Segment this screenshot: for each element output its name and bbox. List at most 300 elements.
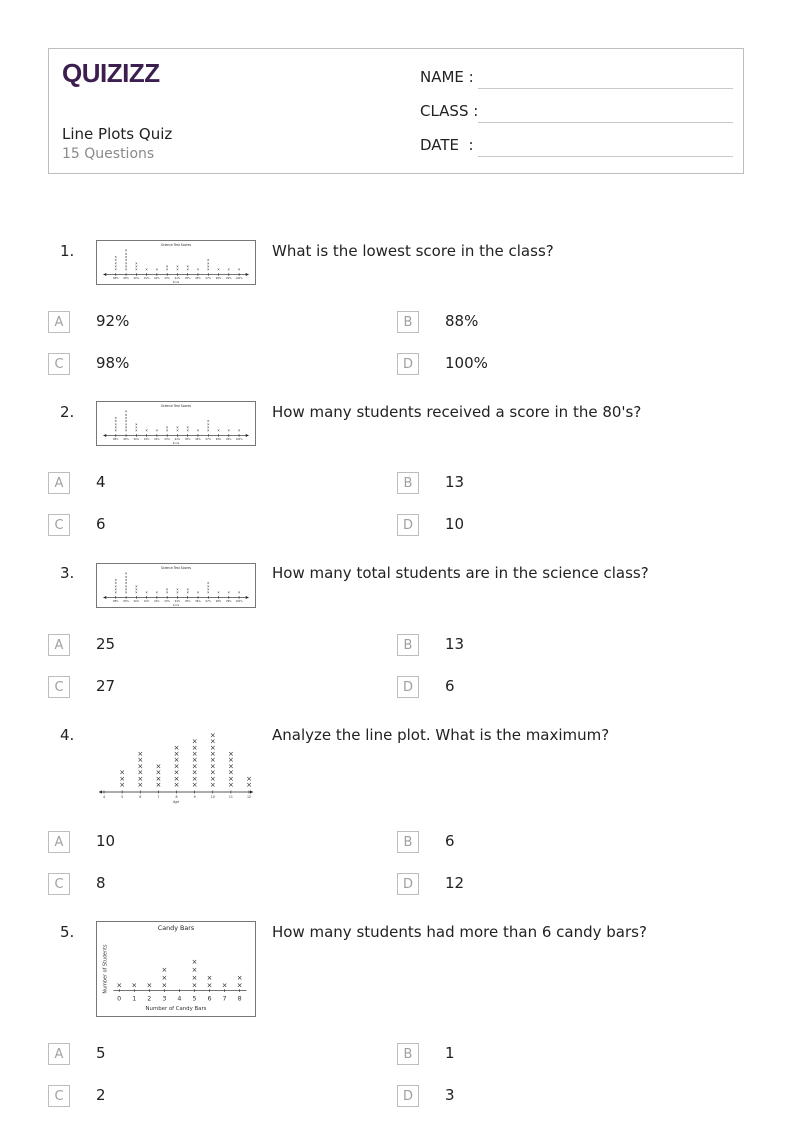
data-mark-x: × — [161, 973, 168, 982]
axis-arrow-left — [103, 273, 106, 276]
data-mark-x: × — [227, 756, 234, 765]
data-mark-x: × — [134, 590, 138, 595]
option-value: 27 — [96, 677, 116, 695]
data-mark-x: × — [191, 774, 198, 783]
option-value: 6 — [96, 515, 106, 533]
data-mark-x: × — [134, 264, 138, 269]
x-axis-label: Age — [172, 800, 180, 804]
option-letter: C — [48, 1085, 70, 1107]
data-mark-x: × — [209, 762, 216, 771]
tick-label: 93% — [164, 600, 170, 604]
data-mark-x: × — [186, 587, 190, 592]
data-mark-x: × — [114, 428, 118, 433]
axis-arrow-right — [246, 273, 249, 276]
option-value: 13 — [445, 473, 465, 491]
data-mark-x: × — [124, 425, 128, 430]
data-mark-x: × — [206, 428, 210, 433]
data-mark-x: × — [206, 267, 210, 272]
tick-label: 95% — [184, 277, 191, 281]
data-mark-x: × — [161, 965, 168, 974]
tick-label: 98% — [215, 600, 222, 604]
tick-label: 0 — [117, 995, 122, 1003]
option-d[interactable] — [397, 873, 697, 897]
data-mark-x: × — [227, 774, 234, 783]
data-mark-x: × — [217, 267, 220, 272]
data-mark-x: × — [114, 587, 118, 592]
data-mark-x: × — [176, 425, 179, 430]
axis-arrow-right — [246, 596, 249, 599]
option-value: 6 — [445, 832, 455, 850]
tick-label: 5 — [121, 795, 124, 799]
data-mark-x: × — [134, 261, 138, 266]
tick-label: 99% — [226, 277, 232, 281]
tick-label: 1 — [132, 995, 137, 1003]
score-line-plot-2 — [96, 401, 256, 446]
quizizz-logo: QUIZIZZ — [62, 58, 160, 88]
tick-label: 90% — [133, 277, 140, 281]
date-label: DATE : — [420, 136, 474, 154]
tick-label: 100% — [235, 277, 243, 281]
data-mark-x: × — [134, 587, 138, 592]
chart-title: Science Test Scores — [161, 242, 191, 247]
data-mark-x: × — [155, 267, 159, 272]
data-mark-x: × — [227, 750, 234, 758]
tick-label: 7 — [222, 995, 227, 1003]
option-b[interactable] — [397, 831, 697, 855]
data-mark-x: × — [165, 590, 169, 595]
data-mark-x: × — [124, 422, 128, 427]
tick-label: 98% — [215, 277, 222, 281]
data-mark-x: × — [217, 590, 220, 595]
data-mark-x: × — [227, 428, 231, 433]
option-d[interactable] — [397, 353, 697, 377]
data-mark-x: × — [165, 425, 169, 430]
data-mark-x: × — [206, 587, 210, 592]
question-text: Analyze the line plot. What is the maximum? — [272, 726, 610, 744]
tick-label: 92% — [154, 277, 160, 281]
tick-label: 93% — [164, 438, 170, 442]
data-mark-x: × — [155, 590, 159, 595]
data-mark-x: × — [124, 255, 128, 260]
option-c[interactable] — [48, 1085, 348, 1109]
data-mark-x: × — [191, 981, 198, 990]
tick-label: 100% — [235, 438, 243, 442]
question-number: 5. — [60, 923, 75, 941]
tick-label: 90% — [133, 600, 140, 604]
tick-label: 96% — [195, 438, 201, 442]
data-mark-x: × — [196, 428, 200, 433]
option-value: 88% — [445, 312, 479, 330]
data-mark-x: × — [155, 768, 162, 777]
data-mark-x: × — [191, 737, 198, 746]
option-letter: B — [397, 472, 419, 494]
data-mark-x: × — [114, 425, 118, 430]
data-mark-x: × — [137, 756, 144, 765]
option-value: 25 — [96, 635, 116, 653]
tick-label: 11 — [228, 795, 233, 799]
data-mark-x: × — [145, 428, 148, 433]
data-mark-x: × — [137, 768, 144, 777]
data-mark-x: × — [173, 768, 180, 777]
data-mark-x: × — [206, 264, 210, 269]
data-mark-x: × — [173, 750, 180, 758]
data-mark-x: × — [134, 425, 138, 430]
tick-label: 94% — [174, 277, 181, 281]
data-mark-x: × — [134, 422, 138, 427]
data-mark-x: × — [124, 578, 128, 583]
tick-label: 6 — [207, 995, 212, 1003]
data-mark-x: × — [237, 590, 241, 595]
axis-arrow-left — [99, 790, 102, 793]
tick-label: 91% — [143, 600, 150, 604]
data-mark-x: × — [191, 973, 198, 982]
tick-label: 4 — [102, 795, 106, 799]
option-value: 10 — [445, 515, 465, 533]
data-mark-x: × — [124, 571, 128, 576]
data-mark-x: × — [114, 581, 118, 586]
option-a[interactable] — [48, 311, 348, 335]
tick-label: 8 — [237, 995, 242, 1003]
name-label: NAME : — [420, 68, 474, 86]
option-value: 5 — [96, 1044, 106, 1062]
option-letter: C — [48, 353, 70, 375]
data-mark-x: × — [114, 267, 118, 272]
data-mark-x: × — [209, 756, 216, 765]
option-letter: A — [48, 472, 70, 494]
data-mark-x: × — [137, 781, 144, 789]
tick-label: 99% — [226, 438, 232, 442]
option-b[interactable] — [397, 311, 697, 335]
option-d[interactable] — [397, 676, 697, 700]
worksheet-header — [48, 48, 744, 174]
data-mark-x: × — [124, 248, 128, 253]
data-mark-x: × — [145, 267, 148, 272]
data-mark-x: × — [165, 587, 169, 592]
x-axis-label: Score — [172, 281, 180, 285]
tick-label: 93% — [164, 277, 170, 281]
data-mark-x: × — [206, 258, 210, 263]
tick-label: 7 — [157, 795, 160, 799]
tick-label: 97% — [205, 438, 211, 442]
data-mark-x: × — [176, 587, 179, 592]
data-mark-x: × — [137, 750, 144, 758]
data-mark-x: × — [119, 768, 126, 777]
class-line — [478, 122, 733, 123]
data-mark-x: × — [114, 416, 118, 421]
candy-bars-line-plot — [96, 921, 256, 1017]
data-mark-x: × — [173, 743, 180, 752]
data-mark-x: × — [237, 428, 241, 433]
data-mark-x: × — [114, 261, 118, 266]
data-mark-x: × — [191, 965, 198, 974]
y-axis-label: Number of Students — [102, 944, 109, 994]
name-line — [478, 88, 733, 89]
data-mark-x: × — [173, 774, 180, 783]
tick-label: 92% — [154, 438, 160, 442]
option-a[interactable] — [48, 634, 348, 658]
question-text: How many students received a score in the 80's? — [272, 403, 642, 421]
data-mark-x: × — [124, 581, 128, 586]
data-mark-x: × — [191, 750, 198, 758]
data-mark-x: × — [191, 958, 198, 967]
data-mark-x: × — [206, 419, 210, 424]
option-b[interactable] — [397, 1043, 697, 1067]
axis-arrow-left — [103, 596, 106, 599]
data-mark-x: × — [186, 264, 190, 269]
option-c[interactable] — [48, 514, 348, 538]
option-letter: B — [397, 831, 419, 853]
option-letter: C — [48, 676, 70, 698]
option-value: 13 — [445, 635, 465, 653]
tick-label: 89% — [123, 600, 129, 604]
tick-label: 89% — [123, 277, 129, 281]
option-value: 12 — [445, 874, 465, 892]
data-mark-x: × — [124, 409, 128, 414]
data-mark-x: × — [124, 574, 128, 579]
data-mark-x: × — [186, 267, 190, 272]
option-value: 3 — [445, 1086, 455, 1104]
data-mark-x: × — [173, 756, 180, 765]
tick-label: 96% — [195, 277, 201, 281]
tick-label: 12 — [246, 795, 252, 799]
data-mark-x: × — [137, 774, 144, 783]
data-mark-x: × — [209, 781, 216, 789]
option-letter: C — [48, 873, 70, 895]
data-mark-x: × — [191, 781, 198, 789]
data-mark-x: × — [227, 590, 231, 595]
data-mark-x: × — [191, 743, 198, 752]
data-mark-x: × — [206, 981, 213, 990]
data-mark-x: × — [114, 264, 118, 269]
data-mark-x: × — [114, 578, 118, 583]
tick-label: 96% — [195, 600, 201, 604]
option-b[interactable] — [397, 634, 697, 658]
data-mark-x: × — [134, 428, 138, 433]
tick-label: 94% — [174, 438, 181, 442]
x-axis-label: Number of Candy Bars — [145, 1006, 207, 1013]
option-value: 100% — [445, 354, 488, 372]
tick-label: 4 — [177, 995, 182, 1003]
data-mark-x: × — [209, 774, 216, 783]
question-number: 4. — [60, 726, 75, 744]
data-mark-x: × — [114, 258, 118, 263]
chart-title: Candy Bars — [157, 924, 195, 932]
data-mark-x: × — [146, 981, 153, 990]
tick-label: 97% — [205, 600, 211, 604]
option-value: 4 — [96, 473, 106, 491]
option-c[interactable] — [48, 676, 348, 700]
data-mark-x: × — [209, 750, 216, 758]
option-a[interactable] — [48, 831, 348, 855]
data-mark-x: × — [155, 428, 159, 433]
data-mark-x: × — [206, 590, 210, 595]
data-mark-x: × — [227, 267, 231, 272]
tick-label: 9 — [193, 795, 196, 799]
data-mark-x: × — [191, 762, 198, 771]
question-count: 15 Questions — [62, 146, 155, 162]
data-mark-x: × — [124, 264, 128, 269]
data-mark-x: × — [165, 264, 169, 269]
question-text: What is the lowest score in the class? — [272, 242, 554, 260]
axis-arrow-right — [246, 434, 249, 437]
tick-label: 3 — [162, 995, 167, 1003]
option-value: 1 — [445, 1044, 455, 1062]
option-d[interactable] — [397, 514, 697, 538]
data-mark-x: × — [124, 587, 128, 592]
tick-label: 10 — [210, 795, 215, 799]
tick-label: 88% — [113, 600, 119, 604]
option-letter: A — [48, 831, 70, 853]
data-mark-x: × — [206, 973, 213, 982]
data-mark-x: × — [161, 981, 168, 990]
question-number: 2. — [60, 403, 75, 421]
data-mark-x: × — [124, 251, 128, 256]
data-mark-x: × — [196, 590, 200, 595]
data-mark-x: × — [124, 416, 128, 421]
data-mark-x: × — [114, 255, 118, 260]
data-mark-x: × — [246, 774, 252, 783]
question-number: 1. — [60, 242, 75, 260]
data-mark-x: × — [206, 261, 210, 266]
question-text: How many total students are in the science class? — [272, 564, 649, 582]
option-value: 8 — [96, 874, 106, 892]
data-mark-x: × — [191, 756, 198, 765]
data-mark-x: × — [209, 768, 216, 777]
option-letter: C — [48, 514, 70, 536]
chart-title: Science Test Scores — [161, 565, 191, 570]
tick-label: 88% — [113, 277, 119, 281]
tick-label: 91% — [143, 277, 150, 281]
data-mark-x: × — [236, 973, 243, 982]
option-value: 98% — [96, 354, 130, 372]
tick-label: 8 — [175, 795, 178, 799]
question-number: 3. — [60, 564, 75, 582]
option-letter: A — [48, 1043, 70, 1065]
tick-label: 2 — [147, 995, 152, 1003]
tick-label: 99% — [226, 600, 232, 604]
axis-arrow-right — [250, 790, 253, 793]
option-c[interactable] — [48, 353, 348, 377]
class-label: CLASS : — [420, 102, 479, 120]
tick-label: 98% — [215, 438, 222, 442]
data-mark-x: × — [209, 737, 216, 746]
option-letter: D — [397, 353, 419, 375]
tick-label: 88% — [113, 438, 119, 442]
data-mark-x: × — [114, 419, 118, 424]
x-axis-label: Score — [172, 604, 180, 608]
tick-label: 94% — [174, 600, 181, 604]
class-field[interactable] — [420, 102, 733, 124]
data-mark-x: × — [206, 584, 210, 589]
data-mark-x: × — [206, 581, 210, 586]
date-field[interactable] — [420, 136, 733, 158]
option-value: 2 — [96, 1086, 106, 1104]
data-mark-x: × — [137, 762, 144, 771]
data-mark-x: × — [145, 590, 148, 595]
data-mark-x: × — [124, 419, 128, 424]
option-a[interactable] — [48, 472, 348, 496]
tick-label: 89% — [123, 438, 129, 442]
data-mark-x: × — [155, 781, 162, 789]
tick-label: 100% — [235, 600, 243, 604]
data-mark-x: × — [206, 422, 210, 427]
option-letter: A — [48, 311, 70, 333]
question-text: How many students had more than 6 candy bars? — [272, 923, 647, 941]
data-mark-x: × — [114, 590, 118, 595]
data-mark-x: × — [236, 981, 243, 990]
data-mark-x: × — [124, 428, 128, 433]
data-mark-x: × — [186, 428, 190, 433]
tick-label: 97% — [205, 277, 211, 281]
data-mark-x: × — [165, 267, 169, 272]
tick-label: 92% — [154, 600, 160, 604]
x-axis-label: Score — [172, 442, 180, 446]
data-mark-x: × — [176, 264, 179, 269]
data-mark-x: × — [134, 584, 138, 589]
name-field[interactable] — [420, 68, 733, 90]
data-mark-x: × — [209, 731, 216, 740]
data-mark-x: × — [114, 422, 118, 427]
data-mark-x: × — [176, 428, 179, 433]
score-line-plot-3 — [96, 563, 256, 608]
data-mark-x: × — [206, 425, 210, 430]
option-letter: B — [397, 311, 419, 333]
data-mark-x: × — [227, 762, 234, 771]
data-mark-x: × — [124, 261, 128, 266]
data-mark-x: × — [165, 428, 169, 433]
score-line-plot-1 — [96, 240, 256, 285]
tick-label: 5 — [192, 995, 197, 1003]
data-mark-x: × — [176, 267, 179, 272]
data-mark-x: × — [173, 762, 180, 771]
option-c[interactable] — [48, 873, 348, 897]
option-letter: D — [397, 514, 419, 536]
data-mark-x: × — [227, 781, 234, 789]
data-mark-x: × — [176, 590, 179, 595]
data-mark-x: × — [186, 590, 190, 595]
option-value: 6 — [445, 677, 455, 695]
data-mark-x: × — [173, 781, 180, 789]
data-mark-x: × — [221, 981, 228, 990]
option-letter: A — [48, 634, 70, 656]
tick-label: 95% — [184, 438, 191, 442]
data-mark-x: × — [124, 412, 128, 417]
data-mark-x: × — [124, 267, 128, 272]
option-a[interactable] — [48, 1043, 348, 1067]
axis-arrow-left — [103, 434, 106, 437]
date-line — [478, 156, 733, 157]
tick-label: 95% — [184, 600, 191, 604]
tick-label: 90% — [133, 438, 140, 442]
data-mark-x: × — [131, 981, 138, 990]
data-mark-x: × — [209, 743, 216, 752]
data-mark-x: × — [124, 258, 128, 263]
data-mark-x: × — [134, 267, 138, 272]
option-letter: D — [397, 1085, 419, 1107]
option-b[interactable] — [397, 472, 697, 496]
option-letter: D — [397, 676, 419, 698]
quiz-title: Line Plots Quiz — [62, 125, 173, 143]
tick-label: 6 — [139, 795, 142, 799]
option-value: 92% — [96, 312, 130, 330]
option-d[interactable] — [397, 1085, 697, 1109]
data-mark-x: × — [124, 584, 128, 589]
option-letter: B — [397, 1043, 419, 1065]
data-mark-x: × — [217, 428, 220, 433]
data-mark-x: × — [119, 781, 126, 789]
data-mark-x: × — [155, 774, 162, 783]
data-mark-x: × — [227, 768, 234, 777]
